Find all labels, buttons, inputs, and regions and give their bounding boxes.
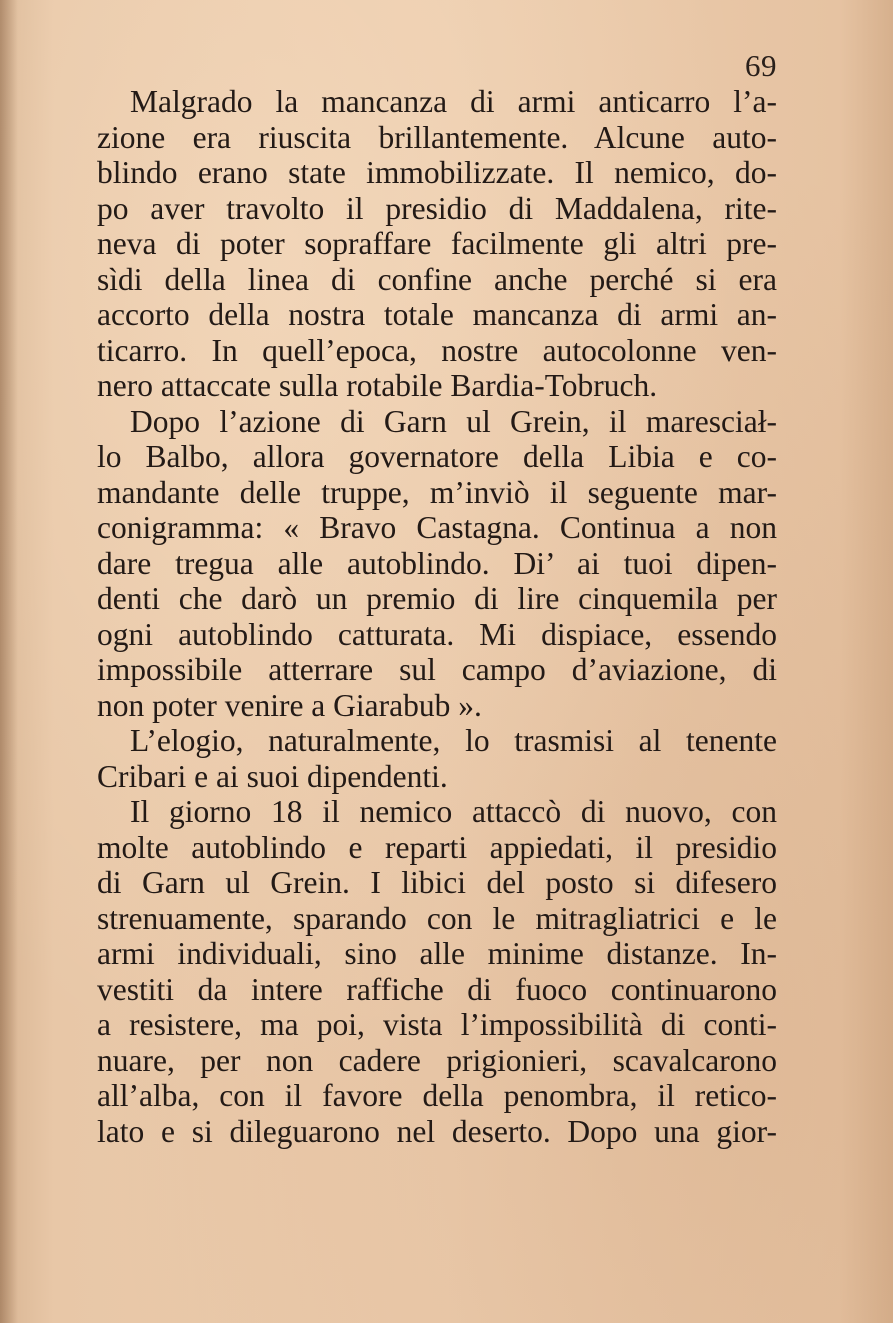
text-line: Dopo l’azione di Garn ul Grein, il maresciał- xyxy=(130,403,777,439)
text-line: neva di poter sopraffare facilmente gli altri pre- xyxy=(97,226,777,261)
text-line: non poter venire a Giarabub ». xyxy=(97,687,482,723)
text-line: mandante delle truppe, m’inviò il seguente mar- xyxy=(97,474,777,510)
body-text xyxy=(97,84,777,1149)
text-line: lo Balbo, allora governatore della Libia e co- xyxy=(97,439,777,474)
text-line: denti che darò un premio di lire cinquemila per xyxy=(97,581,777,616)
text-line: accorto della nostra totale mancanza di armi an- xyxy=(97,297,777,332)
text-line: ticarro. In quell’epoca, nostre autocolonne ven- xyxy=(97,332,777,368)
text-line: Il giorno 18 il nemico attaccò di nuovo, con xyxy=(130,794,777,829)
page-number: 69 xyxy=(745,48,777,83)
text-line: nuare, per non cadere prigionieri, scavalcarono xyxy=(97,1042,777,1078)
text-line: po aver travolto il presidio di Maddalena, rite- xyxy=(97,190,777,226)
text-line: sìdi della linea di confine anche perché si era xyxy=(97,261,777,297)
text-line: armi individuali, sino alle minime distanze. In- xyxy=(97,936,777,971)
text-line: impossibile atterrare sul campo d’aviazione, di xyxy=(97,652,777,687)
text-line: vestiti da intere raffiche di fuoco continuarono xyxy=(97,971,777,1007)
text-line: a resistere, ma poi, vista l’impossibilità di conti- xyxy=(97,1007,777,1042)
text-line: zione era riuscita brillantemente. Alcune auto- xyxy=(97,119,777,155)
text-line: lato e si dileguarono nel deserto. Dopo una gior- xyxy=(97,1113,777,1149)
text-line: nero attaccate sulla rotabile Bardia-Tobruch. xyxy=(97,368,658,403)
text-line: blindo erano state immobilizzate. Il nemico, do- xyxy=(97,155,777,190)
text-line: L’elogio, naturalmente, lo trasmisi al tenente xyxy=(130,723,777,758)
text-line: all’alba, con il favore della penombra, il retico- xyxy=(97,1078,777,1113)
text-line: dare tregua alle autoblindo. Di’ ai tuoi dipen- xyxy=(97,545,777,581)
text-line: strenuamente, sparando con le mitragliatrici e le xyxy=(97,900,777,936)
text-line: Cribari e ai suoi dipendenti. xyxy=(97,758,448,794)
text-line: molte autoblindo e reparti appiedati, il presidio xyxy=(97,829,777,865)
text-line: Malgrado la mancanza di armi anticarro l’a- xyxy=(130,84,777,119)
text-line: conigramma: « Bravo Castagna. Continua a non xyxy=(97,510,777,545)
text-line: di Garn ul Grein. I libici del posto si difesero xyxy=(97,865,777,900)
text-line: ogni autoblindo catturata. Mi dispiace, essendo xyxy=(97,616,777,652)
